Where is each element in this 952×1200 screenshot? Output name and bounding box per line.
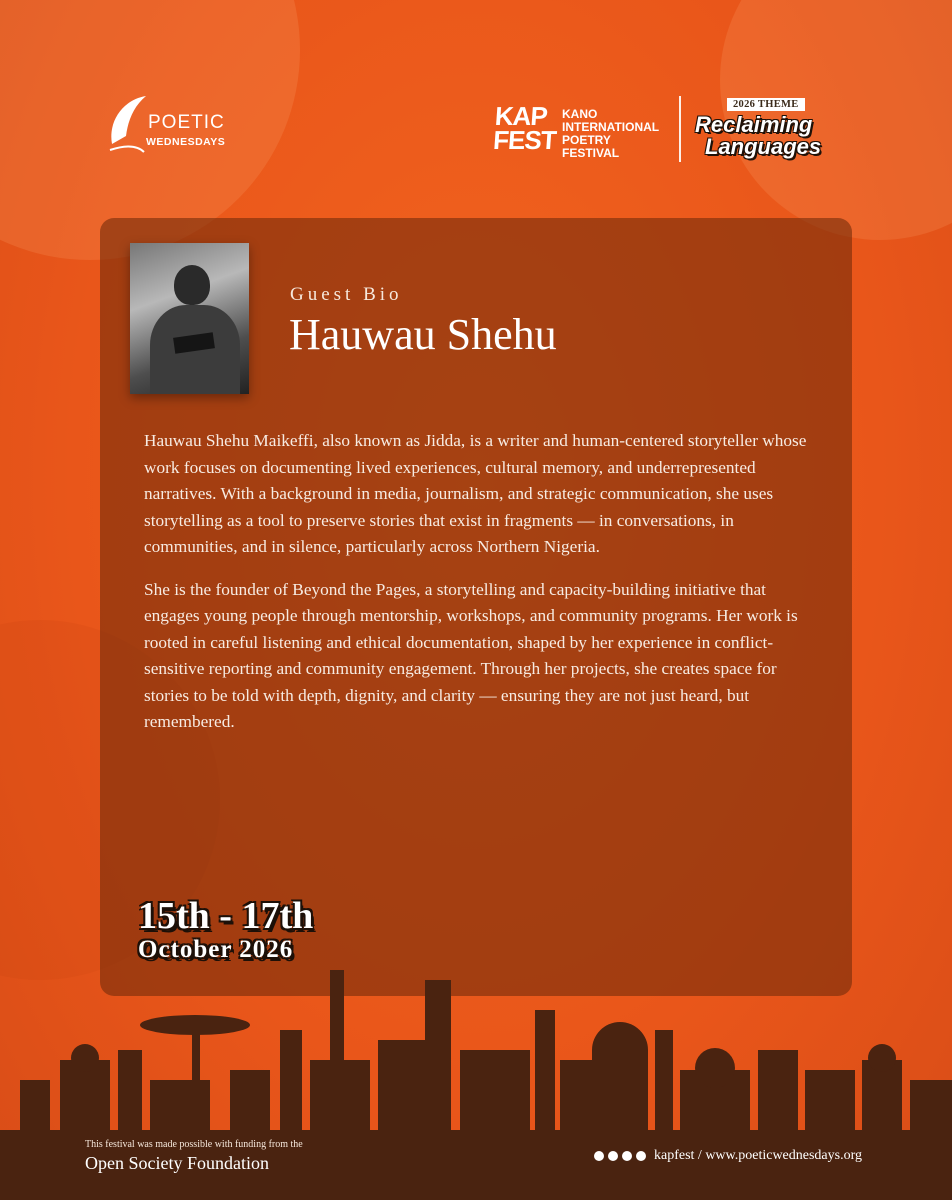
facebook-icon[interactable] bbox=[594, 1151, 604, 1161]
funding-note: This festival was made possible with funding from the bbox=[85, 1139, 303, 1150]
theme-title-line1: Reclaiming bbox=[695, 112, 813, 137]
header-divider bbox=[679, 96, 681, 162]
bio-paragraph: She is the founder of Beyond the Pages, a storytelling and capacity-building initiative that engages young people through mentorship, workshops, and community programs. Her work is rooted in careful listening and ethical documentation, shaped by her experience in conflict-sensitive reporting and community engagement. Through her projects, she creates space for stories to be told with depth, dignity, and clarity — ensuring they are not just heard, but remembered. bbox=[144, 579, 798, 731]
festival-name-line: FESTIVAL bbox=[562, 146, 620, 160]
theme-badge: 2026 THEME bbox=[727, 98, 805, 111]
bio-paragraph: Hauwau Shehu Maikeffi, also known as Jidda, is a writer and human-centered storyteller whose work focuses on documenting lived experiences, cultural memory, and underrepresented narratives. With a background in media, journalism, and strategic communication, she uses storytelling as a tool to preserve stories that exist in fragments — in conversations, in communities, and in silence, particularly across Northern Nigeria. bbox=[144, 431, 807, 556]
month-year: October 2026 bbox=[138, 936, 294, 963]
youtube-icon[interactable] bbox=[636, 1151, 646, 1161]
kapfest-logo-line2: FEST bbox=[492, 125, 557, 155]
poetic-wednesdays-logo bbox=[104, 92, 254, 162]
theme-title-line2: Languages bbox=[705, 134, 822, 159]
kapfest-logo-line1: KAP bbox=[493, 101, 548, 131]
x-icon[interactable] bbox=[608, 1151, 618, 1161]
festival-name-line: POETRY bbox=[562, 133, 611, 147]
festival-name-line: INTERNATIONAL bbox=[562, 120, 660, 134]
guest-photo bbox=[130, 243, 249, 394]
festival-name-line: KANO bbox=[562, 107, 598, 121]
funding-credit bbox=[85, 1139, 303, 1174]
section-label: Guest Bio bbox=[290, 284, 403, 305]
logo-text-poetic: POETIC bbox=[148, 112, 225, 133]
guest-bio bbox=[144, 428, 810, 752]
guest-name: Hauwau Shehu bbox=[289, 310, 557, 359]
date-range: 15th - 17th bbox=[138, 895, 314, 937]
kapfest-logo bbox=[492, 101, 558, 156]
social-handles[interactable]: kapfest / www.poeticwednesdays.org bbox=[654, 1148, 863, 1163]
funder-name: Open Society Foundation bbox=[85, 1153, 269, 1173]
instagram-icon[interactable] bbox=[622, 1151, 632, 1161]
logo-text-wednesdays: WEDNESDAYS bbox=[146, 136, 226, 148]
social-links bbox=[594, 1148, 862, 1164]
theme-title bbox=[695, 114, 821, 158]
festival-dates bbox=[138, 896, 313, 964]
festival-name bbox=[562, 108, 659, 160]
